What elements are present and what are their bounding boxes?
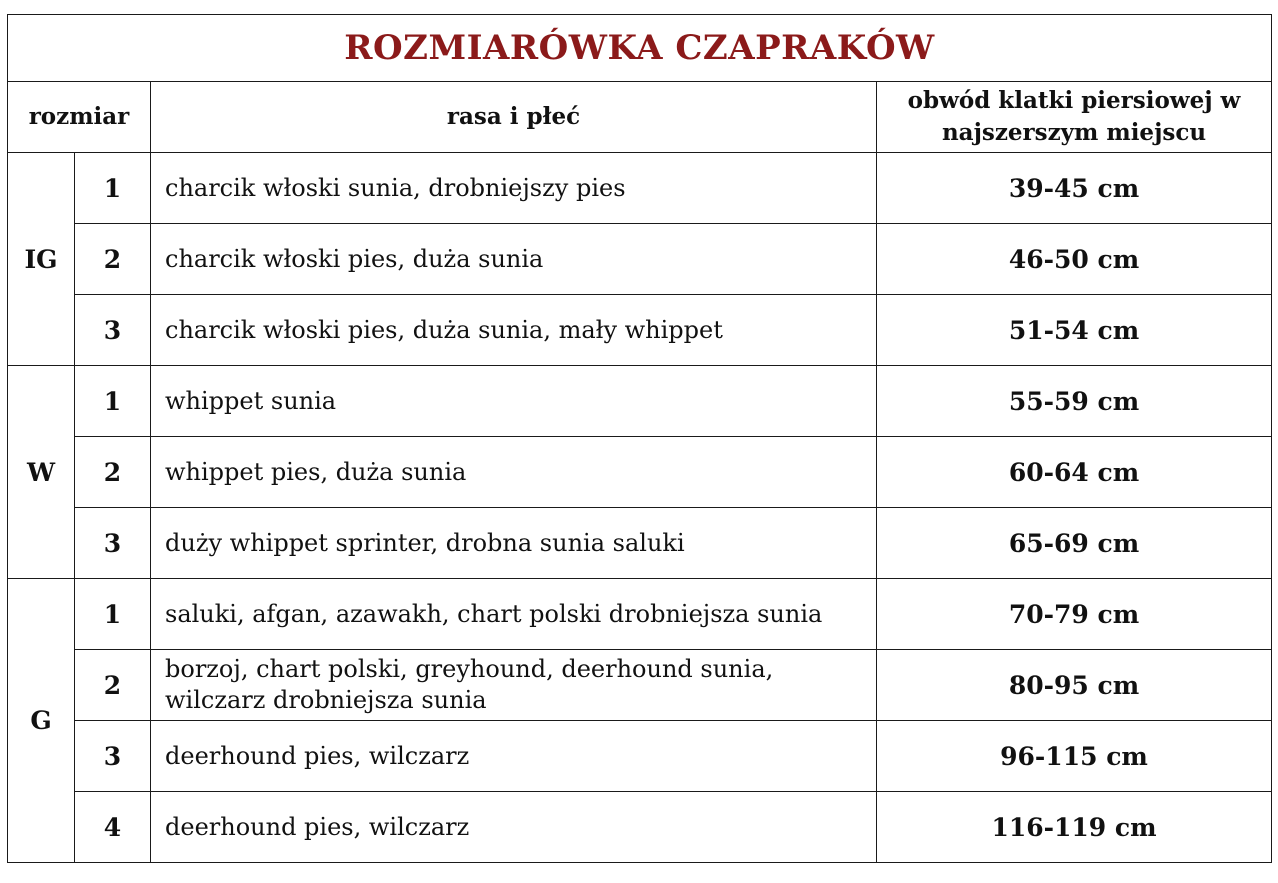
size-chart-table: [7, 14, 1272, 863]
chest-measurement: 55-59 cm: [877, 366, 1272, 437]
size-number: 4: [75, 792, 151, 863]
breed-description: duży whippet sprinter, drobna sunia saluki: [151, 508, 877, 579]
size-number: 1: [75, 366, 151, 437]
header-chest: obwód klatki piersiowej w najszerszym miejscu: [877, 82, 1272, 153]
group-code: G: [8, 579, 75, 863]
table-row: [8, 295, 1272, 366]
breed-description: whippet pies, duża sunia: [151, 437, 877, 508]
chest-measurement: 70-79 cm: [877, 579, 1272, 650]
title-row: [8, 15, 1272, 82]
chest-measurement: 51-54 cm: [877, 295, 1272, 366]
size-number: 3: [75, 508, 151, 579]
breed-description: charcik włoski pies, duża sunia, mały whippet: [151, 295, 877, 366]
table-row: [8, 508, 1272, 579]
chest-measurement: 65-69 cm: [877, 508, 1272, 579]
breed-description: charcik włoski pies, duża sunia: [151, 224, 877, 295]
table-row: [8, 224, 1272, 295]
header-row: [8, 82, 1272, 153]
chest-measurement: 39-45 cm: [877, 153, 1272, 224]
size-number: 1: [75, 153, 151, 224]
header-size: rozmiar: [8, 82, 151, 153]
size-number: 3: [75, 721, 151, 792]
breed-description: saluki, afgan, azawakh, chart polski drobniejsza sunia: [151, 579, 877, 650]
table-row: [8, 792, 1272, 863]
size-number: 2: [75, 437, 151, 508]
size-number: 2: [75, 224, 151, 295]
chest-measurement: 116-119 cm: [877, 792, 1272, 863]
chest-measurement: 80-95 cm: [877, 650, 1272, 721]
breed-description: borzoj, chart polski, greyhound, deerhound sunia, wilczarz drobniejsza sunia: [151, 650, 877, 721]
table-row: [8, 366, 1272, 437]
table-row: [8, 437, 1272, 508]
chest-measurement: 60-64 cm: [877, 437, 1272, 508]
group-code: IG: [8, 153, 75, 366]
group-code: W: [8, 366, 75, 579]
breed-description: deerhound pies, wilczarz: [151, 721, 877, 792]
table-row: [8, 579, 1272, 650]
size-number: 1: [75, 579, 151, 650]
size-number: 3: [75, 295, 151, 366]
table-row: [8, 153, 1272, 224]
size-number: 2: [75, 650, 151, 721]
table-row: [8, 650, 1272, 721]
breed-description: deerhound pies, wilczarz: [151, 792, 877, 863]
header-breed: rasa i płeć: [151, 82, 877, 153]
table-row: [8, 721, 1272, 792]
breed-description: whippet sunia: [151, 366, 877, 437]
breed-description: charcik włoski sunia, drobniejszy pies: [151, 153, 877, 224]
chest-measurement: 96-115 cm: [877, 721, 1272, 792]
chest-measurement: 46-50 cm: [877, 224, 1272, 295]
chart-title: ROZMIARÓWKA CZAPRAKÓW: [8, 15, 1272, 82]
